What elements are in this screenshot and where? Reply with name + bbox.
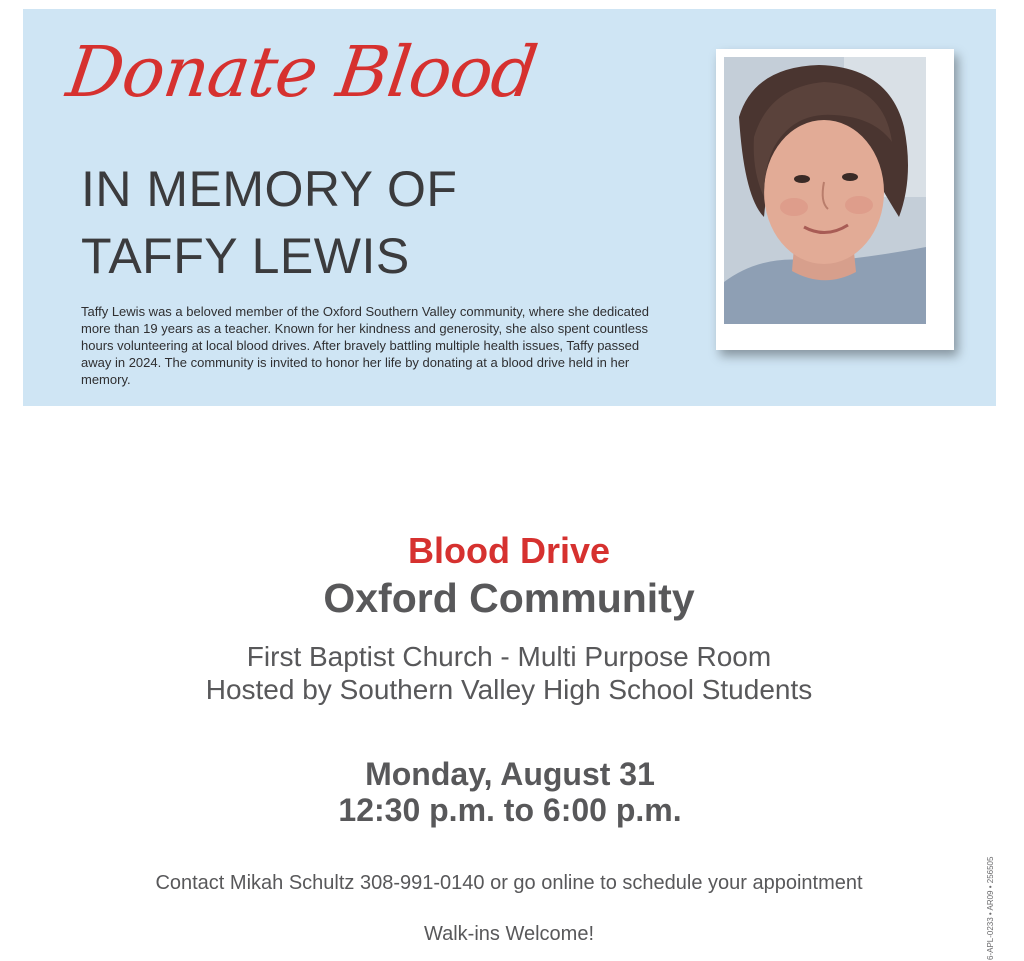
- portrait-photo: [724, 57, 926, 324]
- event-title-blood-drive: Blood Drive: [407, 530, 611, 571]
- document-code: 6-APL-0233 • AR09 • 256505: [986, 856, 995, 960]
- portrait-illustration: [724, 57, 926, 324]
- venue-location: First Baptist Church - Multi Purpose Room: [246, 641, 772, 672]
- portrait-photo-frame: [716, 49, 954, 350]
- event-date: Monday, August 31: [365, 756, 655, 792]
- contact-info: Contact Mikah Schultz 308-991-0140 or go online to schedule your appointment: [155, 872, 863, 894]
- honoree-name-heading: TAFFY LEWIS: [81, 228, 410, 284]
- event-title-community: Oxford Community: [323, 575, 695, 621]
- memorial-banner: [23, 9, 996, 406]
- walkins-note: Walk-ins Welcome!: [423, 923, 595, 945]
- in-memory-of-heading: IN MEMORY OF: [81, 161, 458, 217]
- event-time: 12:30 p.m. to 6:00 p.m.: [338, 792, 682, 828]
- venue-host: Hosted by Southern Valley High School Students: [205, 674, 813, 705]
- memorial-bio: Taffy Lewis was a beloved member of the Oxford Southern Valley community, where she dedicated more than 19 years as a teacher. Known for her kindness and generosity, she also spent countless hours volunteering at local blood drives. After bravely battling multiple health issues, Taffy passed away in 2024. The community is invited to honor her life by donating at a blood drive held in her memory.: [81, 304, 649, 387]
- donate-blood-script-title: Donate Blood: [62, 31, 542, 113]
